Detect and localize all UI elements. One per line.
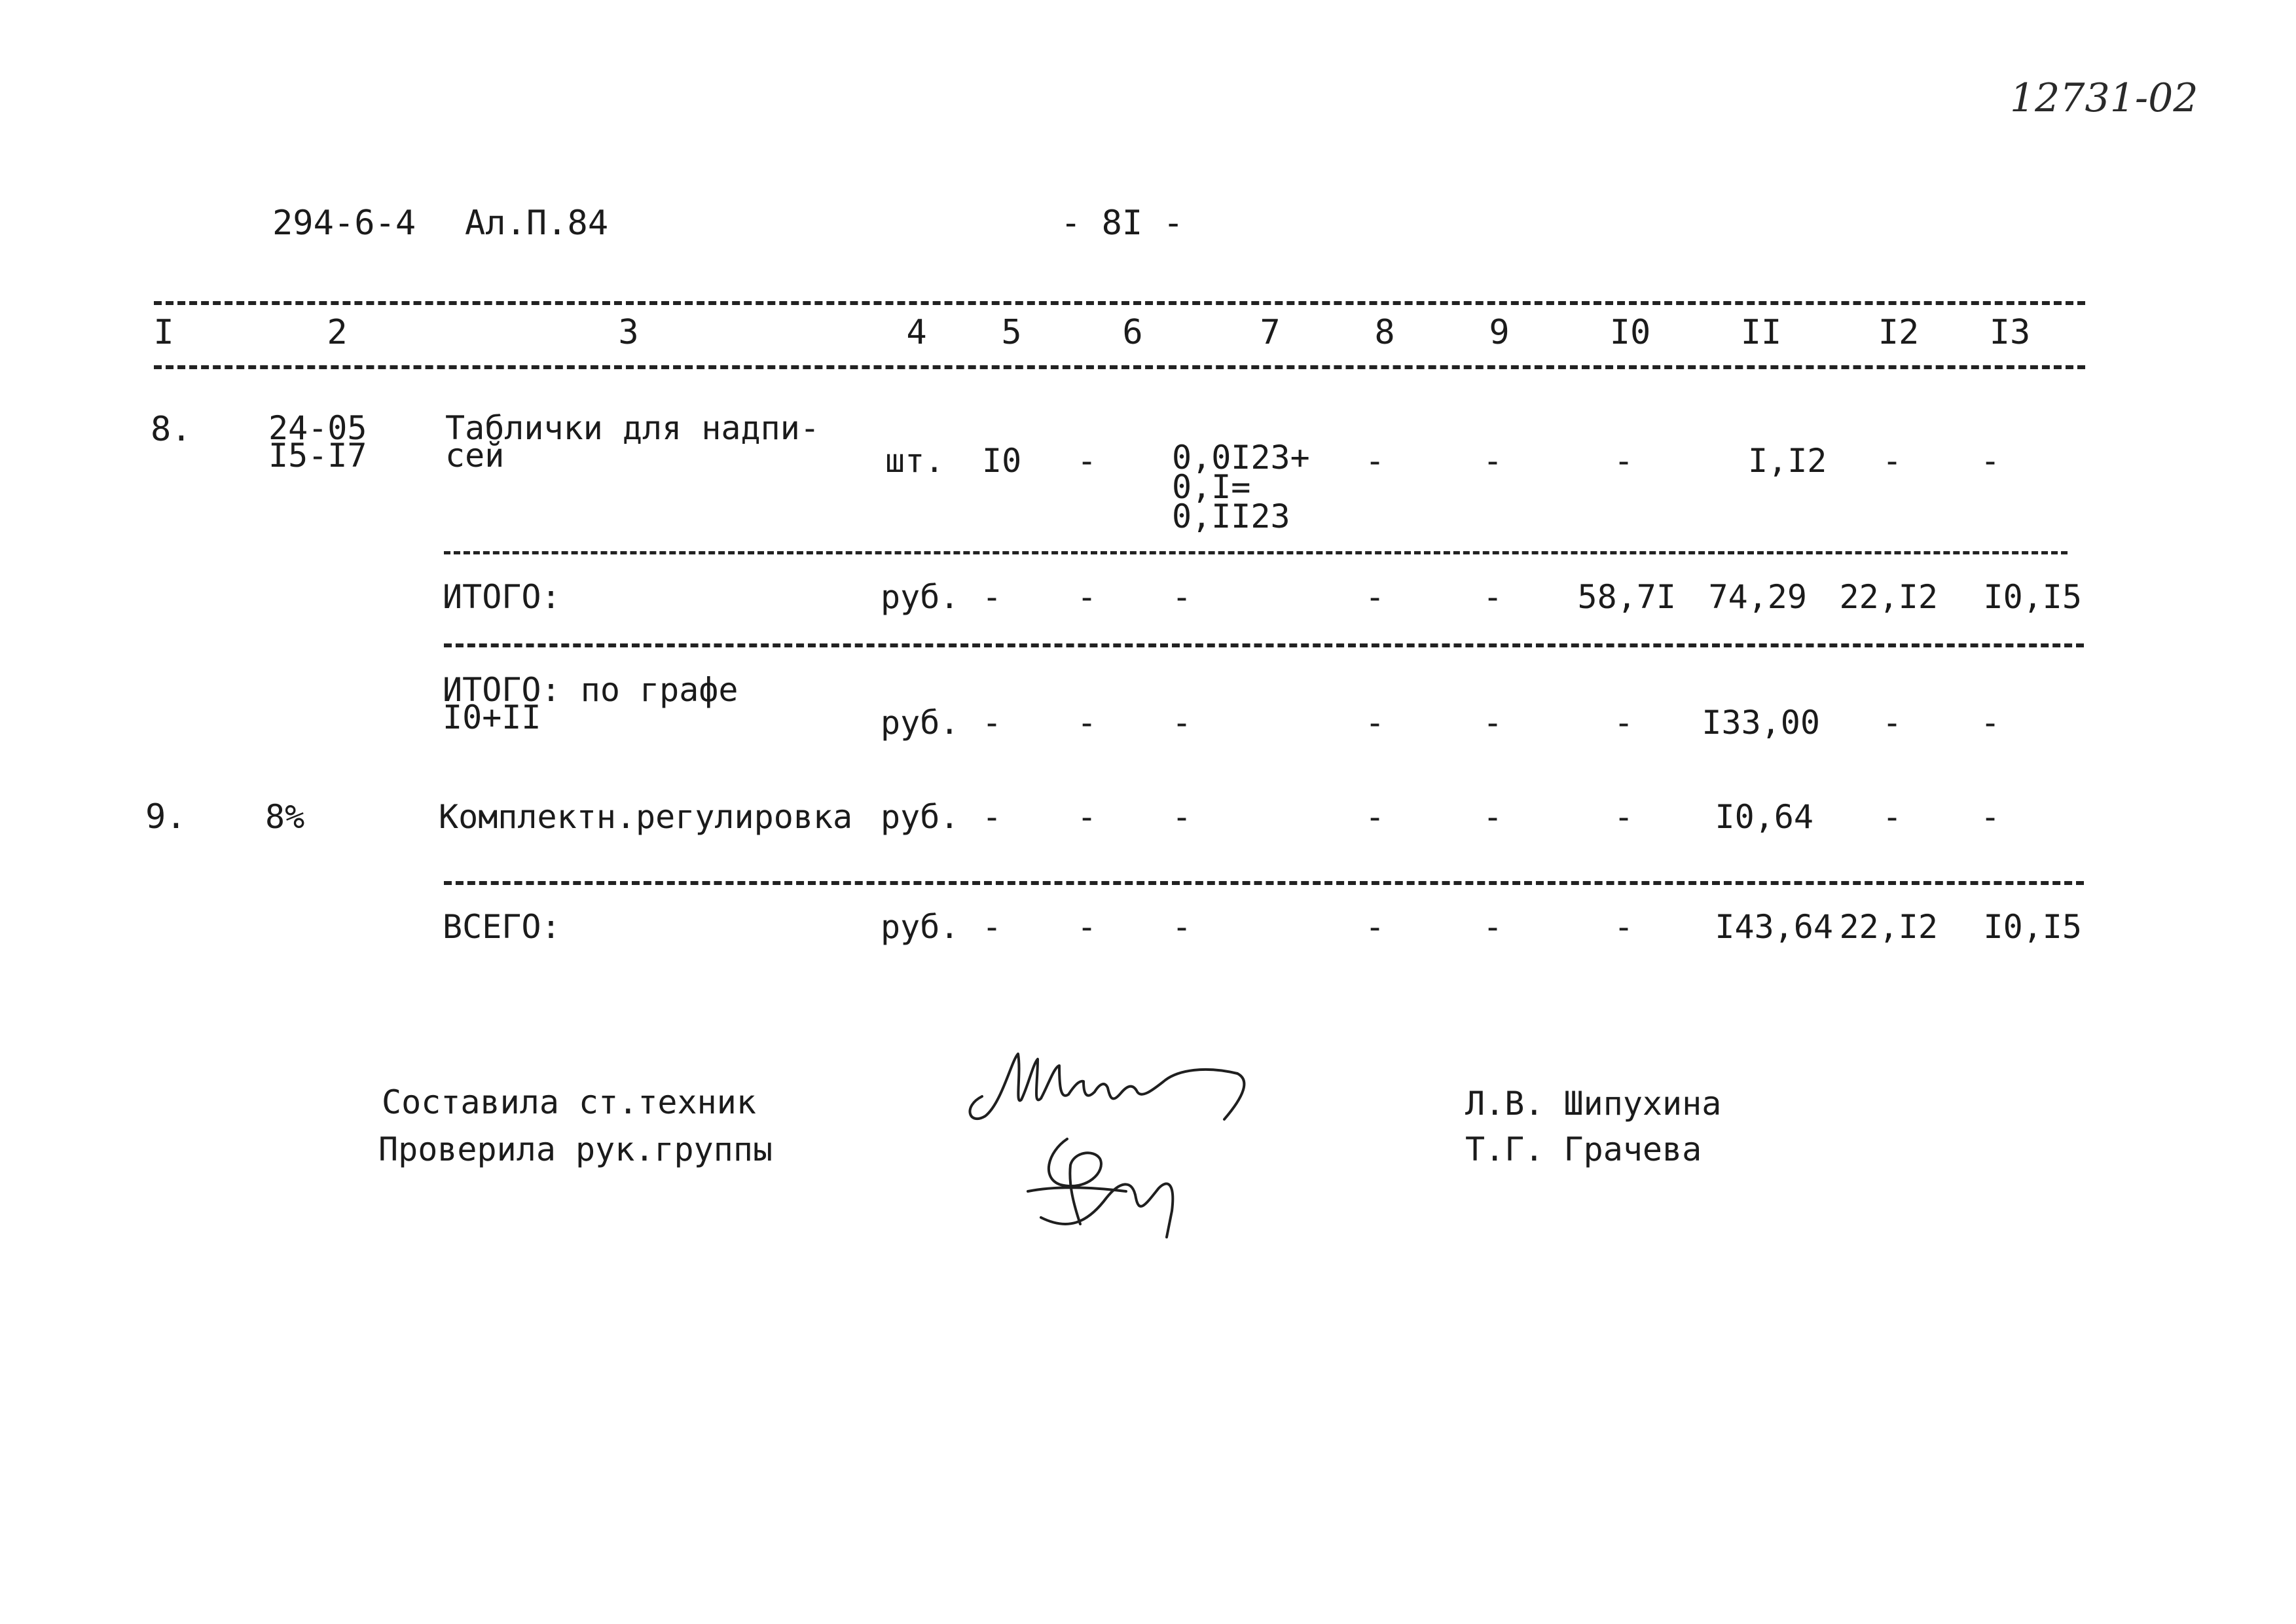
cell-13: - xyxy=(1980,798,2001,836)
header-rule-bottom xyxy=(154,365,2085,369)
column-header: 3 xyxy=(618,313,639,352)
cell-10: - xyxy=(1613,704,1634,742)
compiled-by-name: Л.В. Шипухина xyxy=(1465,1085,1722,1123)
cell-12: - xyxy=(1882,704,1903,742)
signature-checker xyxy=(1028,1139,1173,1237)
cell-13: - xyxy=(1980,442,2001,480)
cell-6: - xyxy=(1076,798,1097,836)
column-header: 5 xyxy=(1001,313,1022,352)
cell-11: I,I2 xyxy=(1748,442,1827,480)
column-header: I2 xyxy=(1878,313,1920,352)
column-header: I0 xyxy=(1609,313,1651,352)
cell-7: 0,I= xyxy=(1172,468,1251,506)
cell-10: - xyxy=(1613,442,1634,480)
handwritten-signatures xyxy=(956,1034,1296,1250)
cell-7: - xyxy=(1171,798,1192,836)
cell-5: - xyxy=(981,578,1002,616)
cell-12: 22,I2 xyxy=(1839,578,1938,616)
item-name: сей xyxy=(445,437,505,475)
row-label: I0+II xyxy=(443,698,541,736)
cell-5: I0 xyxy=(982,442,1022,480)
cell-11: I33,00 xyxy=(1702,704,1820,742)
cell-7: - xyxy=(1171,908,1192,946)
row-number: 8. xyxy=(151,410,192,449)
unit: шт. xyxy=(885,442,945,480)
document-number: 12731-02 xyxy=(2010,75,2198,121)
column-header: 8 xyxy=(1374,313,1395,352)
checked-by-name: Т.Г. Грачева xyxy=(1465,1130,1702,1168)
signature-compiler xyxy=(970,1054,1237,1119)
row-rule xyxy=(444,643,2084,647)
cell-7: 0,II23 xyxy=(1172,497,1290,535)
cell-8: - xyxy=(1364,704,1385,742)
cell-5: - xyxy=(981,908,1002,946)
cell-5: - xyxy=(981,704,1002,742)
cell-9: - xyxy=(1482,908,1503,946)
item-code: I5-I7 xyxy=(268,437,367,475)
cell-6: - xyxy=(1076,704,1097,742)
cell-12: - xyxy=(1882,442,1903,480)
unit: руб. xyxy=(881,578,960,616)
row-label: ИТОГО: xyxy=(443,578,561,616)
signature-compiler-tail xyxy=(1224,1074,1244,1119)
unit: руб. xyxy=(881,908,960,946)
cell-8: - xyxy=(1364,578,1385,616)
cell-11: I43,64 xyxy=(1715,908,1833,946)
column-header: II xyxy=(1740,313,1782,352)
cell-6: - xyxy=(1076,442,1097,480)
row-label: ВСЕГО: xyxy=(443,908,561,946)
row-number: 9. xyxy=(145,797,187,837)
cell-9: - xyxy=(1482,442,1503,480)
cell-10: 58,7I xyxy=(1577,578,1676,616)
cell-8: - xyxy=(1364,798,1385,836)
cell-8: - xyxy=(1364,442,1385,480)
column-header: 7 xyxy=(1260,313,1281,352)
column-header: I xyxy=(153,313,174,352)
item-name: Комплектн.регулировка xyxy=(439,798,853,836)
column-header: 6 xyxy=(1122,313,1143,352)
cell-9: - xyxy=(1482,798,1503,836)
unit: руб. xyxy=(881,704,960,742)
column-header: 4 xyxy=(906,313,927,352)
cell-10: - xyxy=(1613,908,1634,946)
cell-11: 74,29 xyxy=(1708,578,1807,616)
unit: руб. xyxy=(881,798,960,836)
cell-6: - xyxy=(1076,908,1097,946)
compiled-by-role: Составила ст.техник xyxy=(382,1083,756,1121)
cell-7: 0,0I23+ xyxy=(1172,439,1310,477)
album-code: Ал.П.84 xyxy=(465,204,609,243)
page-number: - 8I - xyxy=(1061,204,1184,243)
cell-9: - xyxy=(1482,578,1503,616)
column-header: I3 xyxy=(1989,313,2031,352)
cell-12: - xyxy=(1882,798,1903,836)
cell-5: - xyxy=(981,798,1002,836)
item-code: 8% xyxy=(265,798,305,836)
item-code: 24-05 xyxy=(268,409,367,447)
row-label: ИТОГО: по графе xyxy=(443,671,738,709)
column-header: 9 xyxy=(1489,313,1510,352)
item-name: Таблички для надпи- xyxy=(445,409,820,447)
row-rule xyxy=(444,551,2068,554)
drawing-code: 294-6-4 xyxy=(272,204,416,243)
cell-7: - xyxy=(1171,704,1192,742)
row-rule xyxy=(444,881,2084,885)
cell-12: 22,I2 xyxy=(1839,908,1938,946)
cell-6: - xyxy=(1076,578,1097,616)
cell-13: - xyxy=(1980,704,2001,742)
cell-10: - xyxy=(1613,798,1634,836)
header-rule-top xyxy=(154,301,2085,305)
cell-9: - xyxy=(1482,704,1503,742)
cell-11: I0,64 xyxy=(1715,798,1813,836)
cell-7: - xyxy=(1171,578,1192,616)
cell-8: - xyxy=(1364,908,1385,946)
cell-13: I0,I5 xyxy=(1983,908,2082,946)
checked-by-role: Проверила рук.группы xyxy=(378,1130,773,1168)
column-header: 2 xyxy=(327,313,348,352)
cell-13: I0,I5 xyxy=(1983,578,2082,616)
